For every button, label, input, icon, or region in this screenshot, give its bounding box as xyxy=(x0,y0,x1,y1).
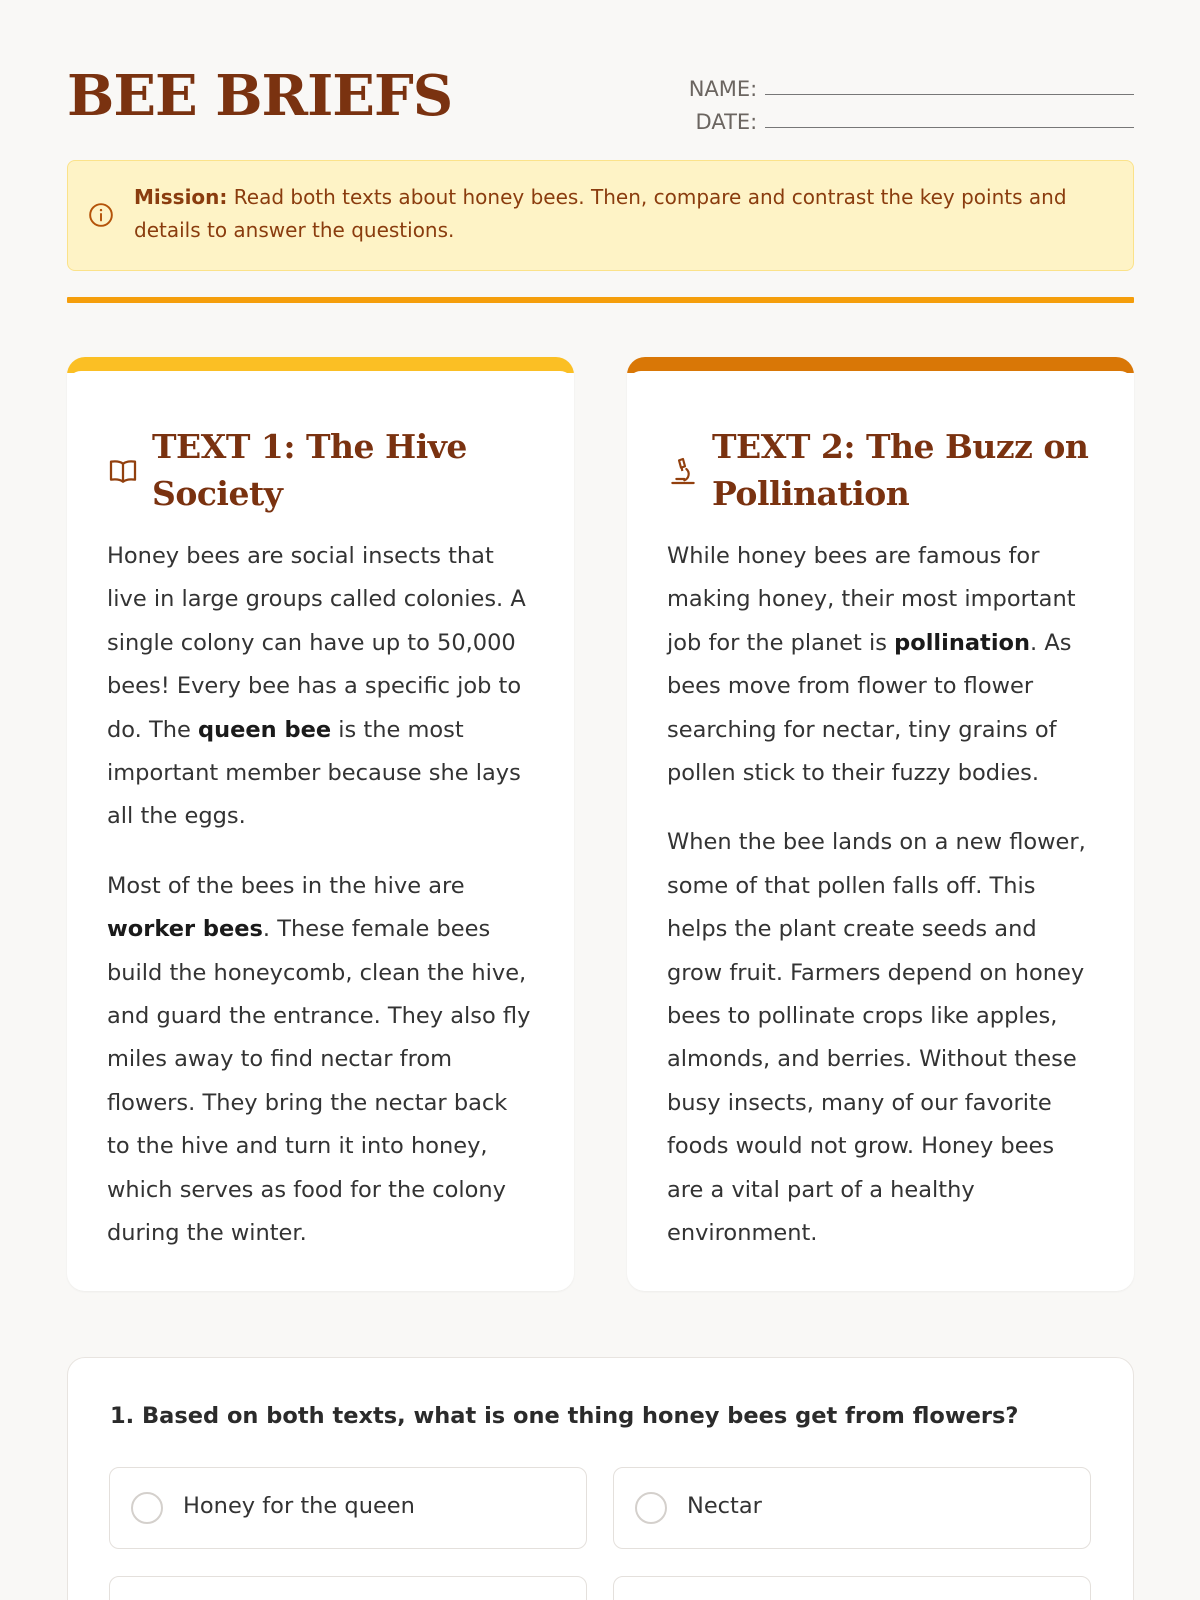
info-icon xyxy=(88,202,114,228)
book-icon xyxy=(107,455,139,487)
text-card-2 xyxy=(627,357,1134,1291)
text-1-body xyxy=(107,535,537,1282)
mission-instructions: Read both texts about honey bees. Then, compare and contrast the key points and details to answer the questions. xyxy=(134,185,1067,242)
text-card-1 xyxy=(67,357,574,1291)
mission-label: Mission: xyxy=(134,185,228,209)
text-1-paragraph-1: Honey bees are social insects that live in large groups called colonies. A single colony can have up to 50,000 bees! Every bee has a specific job to do. The queen bee is the most important member because she lays all the eggs. xyxy=(107,543,526,830)
mission-text xyxy=(134,181,1104,247)
keyword-worker-bees: worker bees xyxy=(107,916,263,943)
keyword-queen-bee: queen bee xyxy=(197,716,332,743)
keyword-pollination: pollination xyxy=(894,629,1031,656)
page-title: BEE BRIEFS xyxy=(67,63,453,129)
mission-banner xyxy=(67,160,1134,271)
date-field-row xyxy=(674,101,1134,134)
answer-option-1[interactable] xyxy=(109,1467,587,1549)
question-card-1 xyxy=(67,1357,1134,1600)
radio-button[interactable] xyxy=(635,1492,667,1524)
answer-option-label: Nectar xyxy=(687,1493,762,1519)
student-fields xyxy=(674,68,1134,134)
name-field-row xyxy=(674,68,1134,101)
text-2-title: TEXT 2: The Buzz on Pollination xyxy=(712,427,1089,513)
answer-option-3[interactable] xyxy=(109,1576,587,1600)
worksheet-page xyxy=(67,0,1134,1519)
header xyxy=(67,0,1134,160)
section-divider xyxy=(67,297,1134,303)
text-2-paragraph-1: While honey bees are famous for making honey, their most important job for the planet is pollination. As bees move from flower to flower searching for nectar, tiny grains of pollen stick to their fuzzy bodies. xyxy=(667,543,1076,787)
name-field[interactable] xyxy=(765,94,1134,95)
answer-option-4[interactable] xyxy=(613,1576,1091,1600)
question-1-text: 1. Based on both texts, what is one thing honey bees get from flowers? xyxy=(110,1403,1019,1429)
answer-option-2[interactable] xyxy=(613,1467,1091,1549)
name-label: NAME: xyxy=(688,77,758,101)
text-2-body xyxy=(667,535,1097,1282)
answer-option-label: Honey for the queen xyxy=(183,1493,415,1519)
radio-button[interactable] xyxy=(131,1492,163,1524)
date-label: DATE: xyxy=(695,110,758,134)
text-2-paragraph-2: When the bee lands on a new flower, some of that pollen falls off. This helps the plant create seeds and grow fruit. Farmers depend on honey bees to pollinate crops like apples, almonds, and berries. Without these busy insects, many of our favorite foods would not grow. Honey bees are a vital part of a healthy environment. xyxy=(667,829,1086,1247)
microscope-icon xyxy=(667,455,699,487)
text-1-paragraph-2: Most of the bees in the hive are worker bees. These female bees build the honeycomb, clean the hive, and guard the entrance. They also fly miles away to find nectar from flowers. They bring the nectar back to the hive and turn it into honey, which serves as food for the colony during the winter. xyxy=(107,872,531,1247)
text-1-title: TEXT 1: The Hive Society xyxy=(152,427,467,513)
date-field[interactable] xyxy=(765,127,1134,128)
